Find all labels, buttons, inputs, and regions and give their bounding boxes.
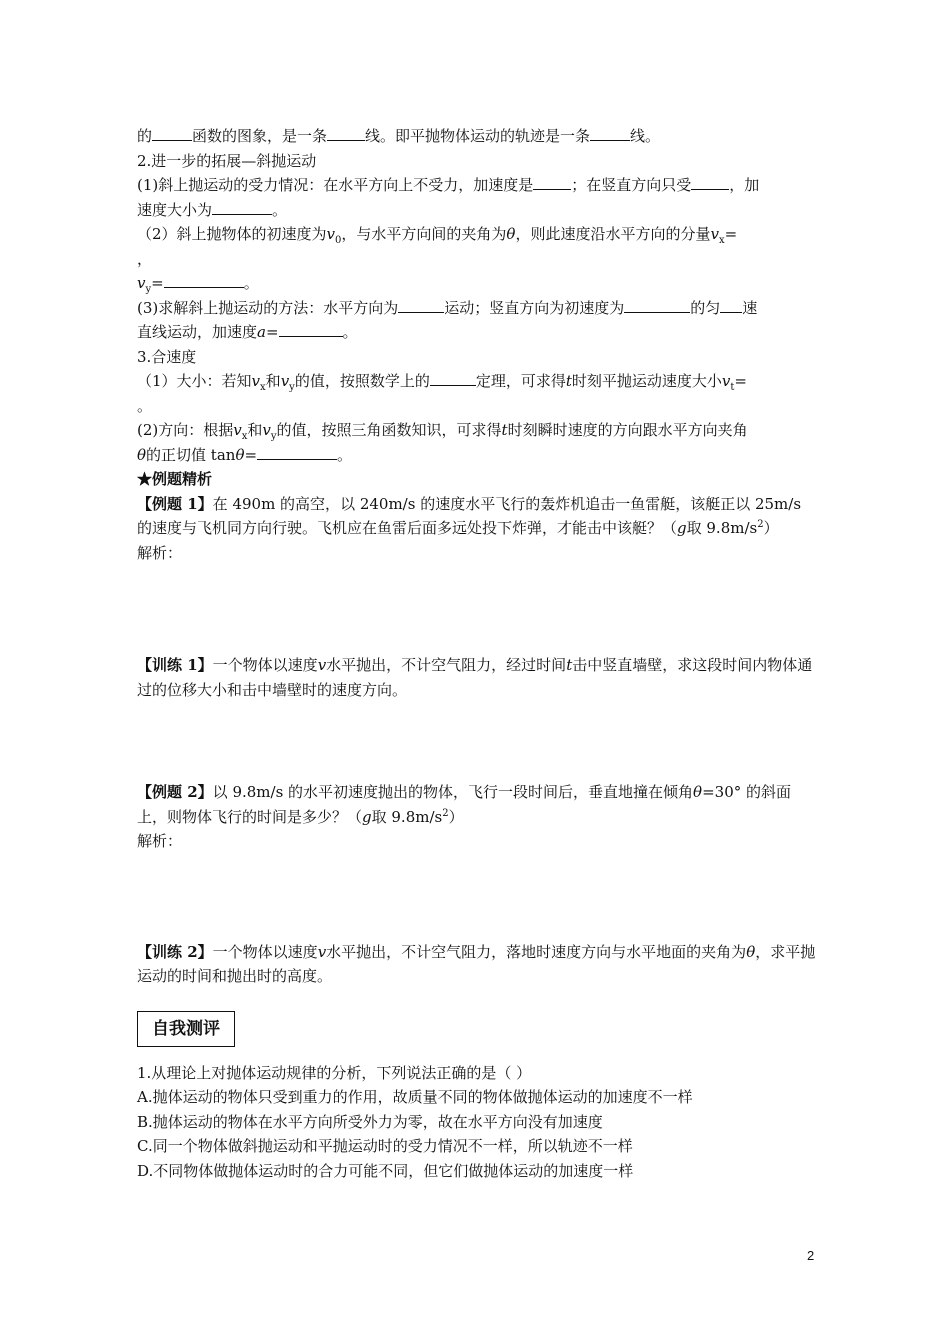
example-1-analysis: 解析： [137,543,183,562]
option-a: A.抛体运动的物体只受到重力的作用，故质量不同的物体做抛体运动的加速度不一样 [137,1088,693,1106]
line-s2-3: (3)求解斜上抛运动的方法：水平方向为 运动；竖直方向为初速度为 的匀 速 [137,296,817,321]
blank [152,124,192,141]
blank [212,198,272,215]
option-c: C.同一个物体做斜抛运动和平抛运动时的受力情况不一样，所以轨迹不一样 [137,1137,633,1155]
section-3-heading: 3.合速度 [137,347,197,366]
line-s3-1-period: 。 [137,396,153,415]
blank [691,173,729,190]
page-number: 2 [807,1248,815,1263]
training-2: 【训练 2】一个物体以速度v水平抛出，不计空气阻力，落地时速度方向与水平地面的夹角为θ，求平抛运动的时间和抛出时的高度。 [137,942,816,985]
question-1: 1.从理论上对抛体运动规律的分析，下列说法正确的是（ ） [137,1063,532,1082]
option-b: B.抛体运动的物体在水平方向所受外力为零，故在水平方向没有加速度 [137,1112,603,1131]
line-parabola: 的 函数的图象，是一条 线。即平抛物体运动的轨迹是一条 线。 [137,124,817,149]
blank [164,271,244,288]
option-d: D.不同物体做抛体运动时的合力可能不同，但它们做抛体运动的加速度一样 [137,1161,634,1180]
line-s2-1: (1)斜上抛运动的受力情况：在水平方向上不受力，加速度是 ；在竖直方向只受 ，加 [137,173,817,198]
line-s2-2-comma: ， [137,249,153,268]
example-2: 【例题 2】以 9.8m/s 的水平初速度抛出的物体，飞行一段时间后，垂直地撞在倾角θ=30° 的斜面上，则物体飞行的时间是多少？（g取 $9.8m/s^2$） [137,783,792,826]
blank [257,443,337,460]
blank [533,173,571,190]
examples-heading: ★例题精析 [137,470,213,488]
blank [279,320,343,337]
self-test-title: 自我测评 [137,1011,235,1047]
line-s3-2-cont: θ的正切值 tanθ= 。 [137,443,817,468]
line-s2-3-cont: 直线运动，加速度a= 。 [137,320,817,345]
blank [327,124,365,141]
line-s2-2: （2）斜上抛物体的初速度为$v_0$，与水平方向间的夹角为θ，则此速度沿水平方向的分量$v_x=$ [137,225,738,246]
line-s3-2: (2)方向：根据$v_x$和$v_y$的值，按照三角函数知识，可求得t时刻瞬时速度的方向跟水平方向夹角 [137,421,748,442]
blank [720,296,742,313]
line-s2-2-vy: $v_y=$ 。 [137,271,817,296]
section-2-heading: 2.进一步的拓展—斜抛运动 [137,151,317,170]
blank [624,296,690,313]
example-2-analysis: 解析： [137,832,183,850]
document-body [137,124,817,1183]
training-1: 【训练 1】一个物体以速度v水平抛出，不计空气阻力，经过时间t击中竖直墙壁，求这段时间内物体通过的位移大小和击中墙壁时的速度方向。 [137,656,813,699]
blank [590,124,630,141]
line-s2-1-cont: 速度大小为 。 [137,198,817,223]
example-1: 【例题 1】在 490m 的高空，以 240m/s 的速度水平飞行的轰炸机追击一鱼雷艇，该艇正以 25m/s 的速度与飞机同方向行驶。飞机应在鱼雷后面多远处投下炸弹，才能击中该艇？（g取 $9.8m/s^2$） [137,494,802,537]
blank [398,296,444,313]
line-s3-1: （1）大小：若知$v_x$和$v_y$的值，按照数学上的 定理，可求得t时刻平抛运动速度大小$v_t=$ [137,369,817,394]
blank [430,369,476,386]
